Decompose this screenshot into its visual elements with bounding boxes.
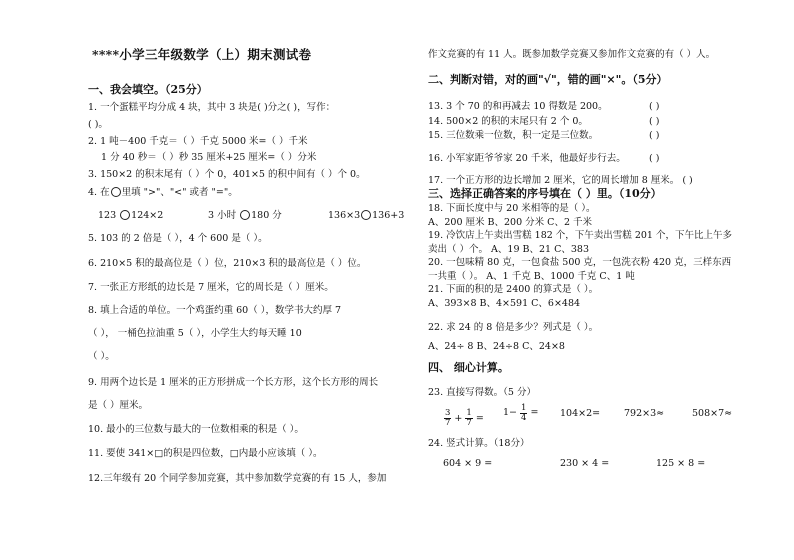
vertical-calc-604x9: 604 × 9 = bbox=[443, 458, 493, 469]
question-6: 6. 210×5 积的最高位是（ ）位，210×3 积的最高位是（ ）位。 bbox=[88, 258, 367, 269]
question-4-prompt bbox=[88, 187, 238, 199]
question-18-options: A、200 厘米 B、200 分米 C、2 千米 bbox=[428, 217, 593, 228]
question-23: 23. 直接写得数。（5 分） bbox=[428, 387, 536, 398]
vertical-calc-230x4: 230 × 4 = bbox=[560, 458, 610, 469]
fraction-sum-problem bbox=[443, 403, 484, 429]
compare-circle-icon[interactable] bbox=[240, 210, 250, 220]
question-17: 17. 一个正方形的边长增加 2 厘米，它的周长增加 8 厘米。 ( ) bbox=[428, 175, 693, 186]
question-12-line2: 作文竞赛的有 11 人。既参加数学竞赛又参加作文竞赛的有（ ）人。 bbox=[428, 49, 716, 60]
compare-1-left: 123 bbox=[98, 210, 117, 221]
section-2-heading: 二、判断对错，对的画"√"，错的画"×"。（5分） bbox=[428, 73, 668, 86]
plus-sign: + bbox=[454, 412, 463, 424]
vertical-calc-125x8: 125 × 8 = bbox=[656, 458, 706, 469]
question-22-options: A、24÷ 8 B、24÷8 C、24×8 bbox=[428, 341, 565, 352]
compare-circle-icon[interactable] bbox=[120, 210, 130, 220]
question-12-line1: 12.三年级有 20 个同学参加竞赛，其中参加数学竞赛的有 15 人，参加 bbox=[88, 473, 387, 484]
compare-3-right: 136+3 bbox=[372, 210, 405, 221]
question-21: 21. 下面的积的是 2400 的算式是（ ）。 bbox=[428, 284, 599, 295]
section-4-heading: 四、 细心计算。 bbox=[428, 361, 509, 374]
question-16-answer-paren: ( ) bbox=[649, 153, 660, 164]
question-1-line1: 1. 一个蛋糕平均分成 4 块，其中 3 块是( )分之( )，写作： bbox=[88, 102, 336, 113]
circle-blank-icon bbox=[111, 187, 121, 197]
question-3: 3. 150×2 的积末尾有（ ）个 0，401×5 的积中间有（ ）个 0。 bbox=[88, 169, 366, 180]
question-2-line1: 2. 1 吨－400 千克＝（ ）千克 5000 米=（ ）千米 bbox=[88, 136, 308, 147]
question-14-answer-paren: ( ) bbox=[649, 116, 660, 127]
question-9-line2: 是（ ）厘米。 bbox=[88, 400, 149, 411]
exam-title: ****小学三年级数学（上）期末测试卷 bbox=[92, 47, 312, 62]
question-14: 14. 500×2 的积的末尾只有 2 个 0。 bbox=[428, 116, 588, 127]
question-9-line1: 9. 用两个边长是 1 厘米的正方形拼成一个长方形，这个长方形的周长 bbox=[88, 377, 379, 388]
question-1-line2: ( )。 bbox=[88, 119, 108, 130]
question-8-line2: （ ）， 一桶色拉油重 5（ ），小学生大约每天睡 10 bbox=[88, 328, 302, 339]
fraction-3-7: $\frac{3}{7}$ bbox=[445, 408, 451, 428]
compare-1-right: 124×2 bbox=[131, 210, 164, 221]
question-18: 18. 下面长度中与 20 米相等的是（ ）。 bbox=[428, 203, 596, 214]
equals-sign: = bbox=[475, 412, 484, 424]
section-1-heading: 一、我会填空。（25分） bbox=[88, 83, 208, 96]
question-20-line2: 一共重（ ）。 A、1 千克 B、1000 千克 C、1 吨 bbox=[428, 271, 635, 282]
question-4-suffix: 里填 ">"、"<" 或者 "="。 bbox=[121, 187, 238, 198]
question-8-line3: （ ）。 bbox=[88, 351, 115, 362]
question-8-line1: 8. 填上合适的单位。一个鸡蛋约重 60（ ），数学书大约厚 7 bbox=[88, 305, 342, 316]
fraction-1-4: $\frac{1}{4}$ bbox=[521, 402, 527, 423]
question-2-line2: 1 分 40 秒＝（ ）秒 35 厘米+25 厘米=（ ）分米 bbox=[101, 152, 317, 163]
compare-2-left: 3 小时 bbox=[208, 210, 237, 221]
compare-circle-icon[interactable] bbox=[361, 210, 371, 220]
question-7: 7. 一张正方形纸的边长是 7 厘米，它的周长是（ ）厘米。 bbox=[88, 282, 334, 293]
question-4-compare-1 bbox=[98, 210, 163, 222]
question-15: 15. 三位数乘一位数，积一定是三位数。 bbox=[428, 130, 599, 141]
one-minus: 1− bbox=[503, 407, 518, 418]
equals-sign: = bbox=[530, 407, 539, 418]
question-24: 24. 竖式计算。（18分） bbox=[428, 438, 530, 449]
fraction-diff-problem bbox=[503, 403, 538, 423]
question-21-options: A、393×8 B、4×591 C、6×484 bbox=[428, 298, 581, 309]
fraction-1-7: $\frac{1}{7}$ bbox=[466, 408, 472, 428]
question-4-prefix: 4. 在 bbox=[88, 187, 110, 198]
calc-104x2: 104×2= bbox=[560, 408, 601, 419]
question-4-compare-3 bbox=[328, 210, 404, 222]
question-19-line1: 19. 冷饮店上午卖出雪糕 182 个，下午卖出雪糕 201 个，下午比上午多 bbox=[428, 230, 732, 241]
question-15-answer-paren: ( ) bbox=[649, 130, 660, 141]
question-20-line1: 20. 一包味精 80 克，一包食盐 500 克，一包洗衣粉 420 克，三样东西 bbox=[428, 257, 732, 268]
question-22: 22. 求 24 的 8 倍是多少？列式是（ ）。 bbox=[428, 322, 599, 333]
compare-2-right: 180 分 bbox=[251, 210, 282, 221]
calc-792x3: 792×3≈ bbox=[624, 408, 665, 419]
question-10: 10. 最小的三位数与最大的一位数相乘的积是（ ）。 bbox=[88, 424, 304, 435]
compare-3-left: 136×3 bbox=[328, 210, 361, 221]
question-11: 11. 要使 341×□的积是四位数，□内最小应该填（ ）。 bbox=[88, 448, 323, 459]
question-4-compare-2 bbox=[208, 210, 282, 222]
question-13-answer-paren: ( ) bbox=[649, 101, 660, 112]
question-5: 5. 103 的 2 倍是（ ），4 个 600 是（ ）。 bbox=[88, 233, 268, 244]
section-3-heading: 三、选择正确答案的序号填在（ ）里。（10分） bbox=[428, 187, 662, 200]
question-16: 16. 小军家距爷爷家 20 千米，他最好步行去。 bbox=[428, 153, 626, 164]
calc-508x7: 508×7≈ bbox=[692, 408, 733, 419]
question-13: 13. 3 个 70 的和再减去 10 得数是 200。 bbox=[428, 101, 608, 112]
question-19-line2: 卖出（ ）个。 A、19 B、21 C、383 bbox=[428, 244, 589, 255]
